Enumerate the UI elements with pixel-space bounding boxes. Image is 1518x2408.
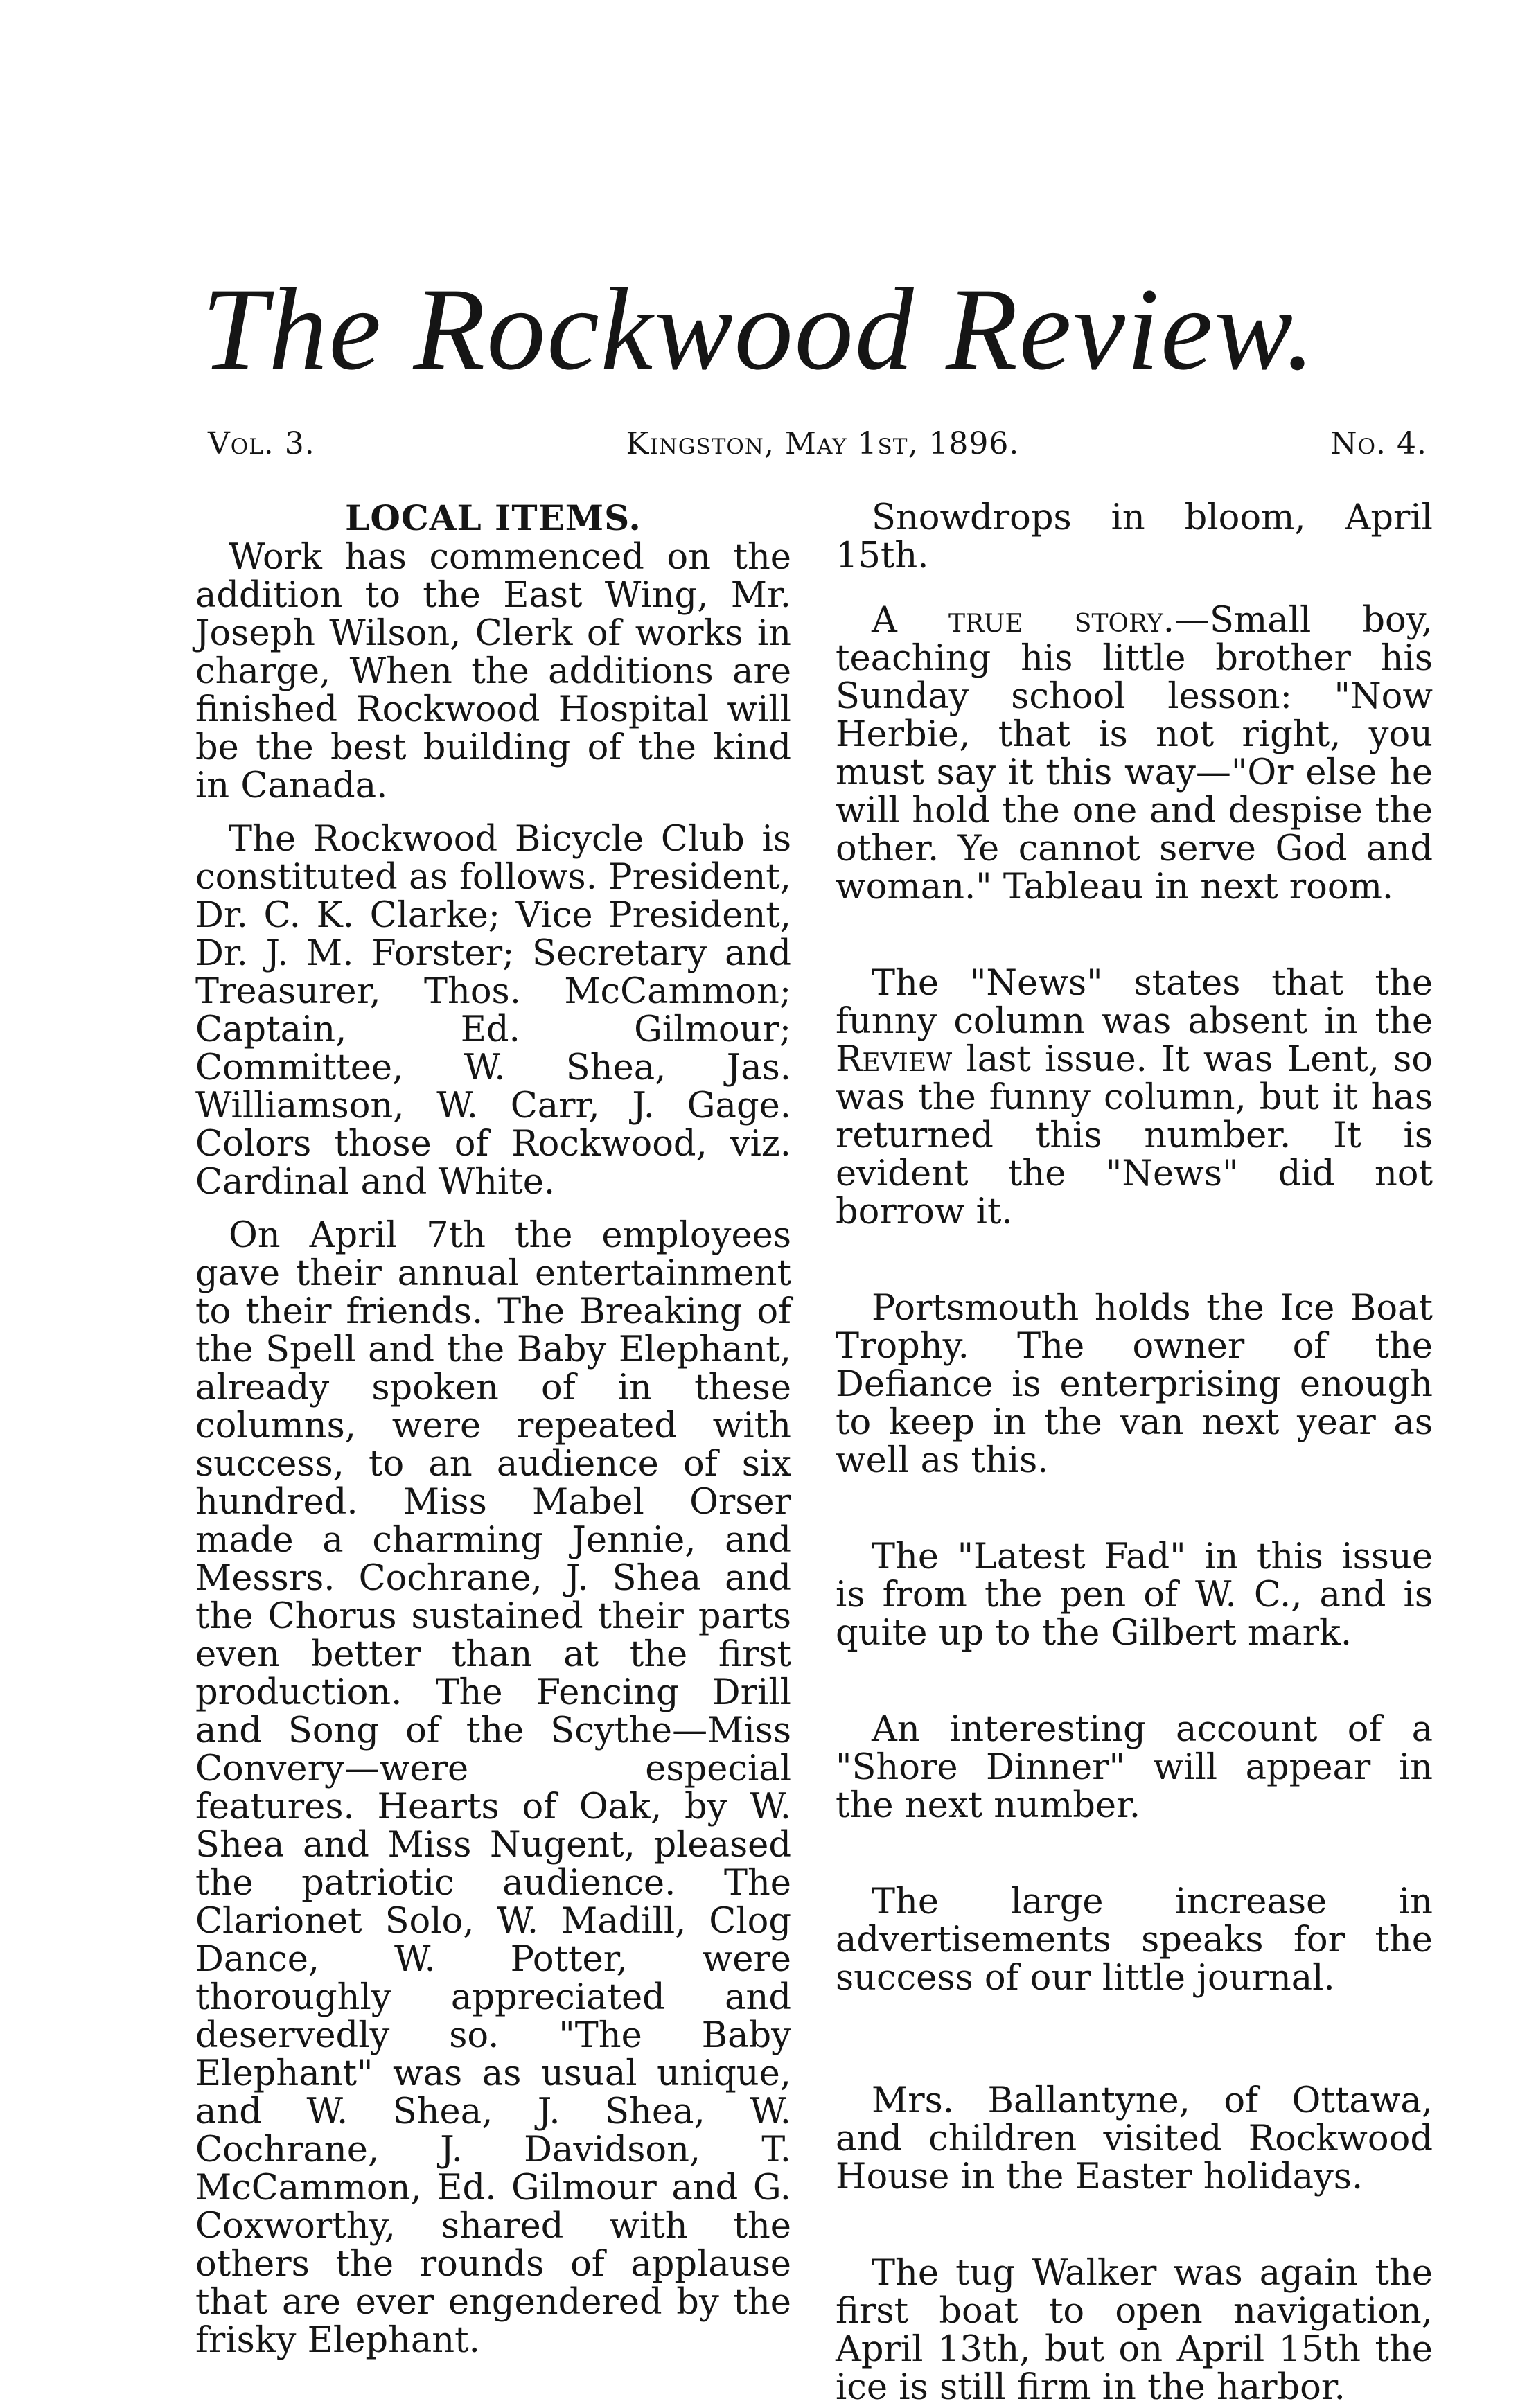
paragraph-shore-dinner: An interesting account of a "Shore Dinner" will appear in the next number. [836, 1709, 1433, 1826]
true-story-body: —Small boy, teaching his little brother his Sunday school lesson: "Now Herbie, that is not right, you must say it this way—"Or else he will hold the one and despise the other. Ye cannot serve God and woman." Tableau in next room. [836, 600, 1433, 908]
true-story-lead: A true story. [872, 600, 1174, 641]
left-column [195, 499, 791, 2375]
news-text-1: The "News" states that the funny column was absent in the [836, 963, 1433, 1042]
section-heading: LOCAL ITEMS. [345, 497, 642, 538]
volume-number: Vol. 3. [208, 426, 315, 461]
news-text-2: last issue. It was Lent, so was the funny column, but it has returned this number. It is evident the "News" did not borrow it. [836, 1039, 1433, 1232]
right-column [836, 499, 1433, 2407]
paragraph-news [836, 964, 1433, 1231]
paragraph-ballantyne: Mrs. Ballantyne, of Ottawa, and children visited Rockwood House in the Easter holidays. [836, 2080, 1433, 2197]
paragraph-advertisements: The large increase in advertisements speaks for the success of our little journal. [836, 1882, 1433, 1999]
paragraph-true-story [836, 601, 1433, 906]
issue-line [208, 426, 1427, 461]
paragraph-bicycle-club: The Rockwood Bicycle Club is constituted as follows. President, Dr. C. K. Clarke; Vice President, Dr. J. M. Forster; Secretary and Treasurer, Thos. McCammon; Captain, Ed. Gilmour; Committee, W. Shea, Jas. Williamson, W. Carr, J. Gage. Colors those of Rockwood, viz. Cardinal and White. [195, 819, 791, 1203]
masthead-title: The Rockwood Review. [202, 264, 1316, 394]
paragraph-snowdrops: Snowdrops in bloom, April 15th. [836, 497, 1433, 576]
paragraph-entertainment: On April 7th the employees gave their annual entertainment to their friends. The Breaking of the Spell and the Baby Elephant, already spoken of in these columns, were repeated with success, to an audience of six hundred. Miss Mabel Orser made a charming Jennie, and Messrs. Cochrane, J. Shea and the Chorus sustained their parts even better than at the first production. The Fencing Drill and Song of the Scythe—Miss Convery—were especial features. Hearts of Oak, by W. Shea and Miss Nugent, pleased the patriotic audience. The Clarionet Solo, W. Madill, Clog Dance, W. Potter, were thoroughly appreciated and deservedly so. "The Baby Elephant" was as usual unique, and W. Shea, J. Shea, W. Cochrane, J. Davidson, T. McCammon, Ed. Gilmour and G. Coxworthy, shared with the others the rounds of applause that are ever engendered by the frisky Elephant. [195, 1215, 791, 2361]
paragraph-tug-walker: The tug Walker was again the first boat to open navigation, April 13th, but on April 15th the ice is still firm in the harbor. [836, 2253, 1433, 2408]
news-review: Review [836, 1039, 953, 1080]
paragraph-portsmouth: Portsmouth holds the Ice Boat Trophy. The owner of the Defiance is enterprising enough to keep in the van next year as well as this. [836, 1288, 1433, 1481]
paragraph-latest-fad: The "Latest Fad" in this issue is from the pen of W. C., and is quite up to the Gilbert mark. [836, 1537, 1433, 1654]
dateline: Kingston, May 1st, 1896. [626, 426, 1020, 461]
paragraph-east-wing: Work has commenced on the addition to the East Wing, Mr. Joseph Wilson, Clerk of works in charge, When the additions are finished Rockwood Hospital will be the best building of the kind in Canada. [195, 537, 791, 806]
issue-number: No. 4. [1330, 426, 1427, 461]
